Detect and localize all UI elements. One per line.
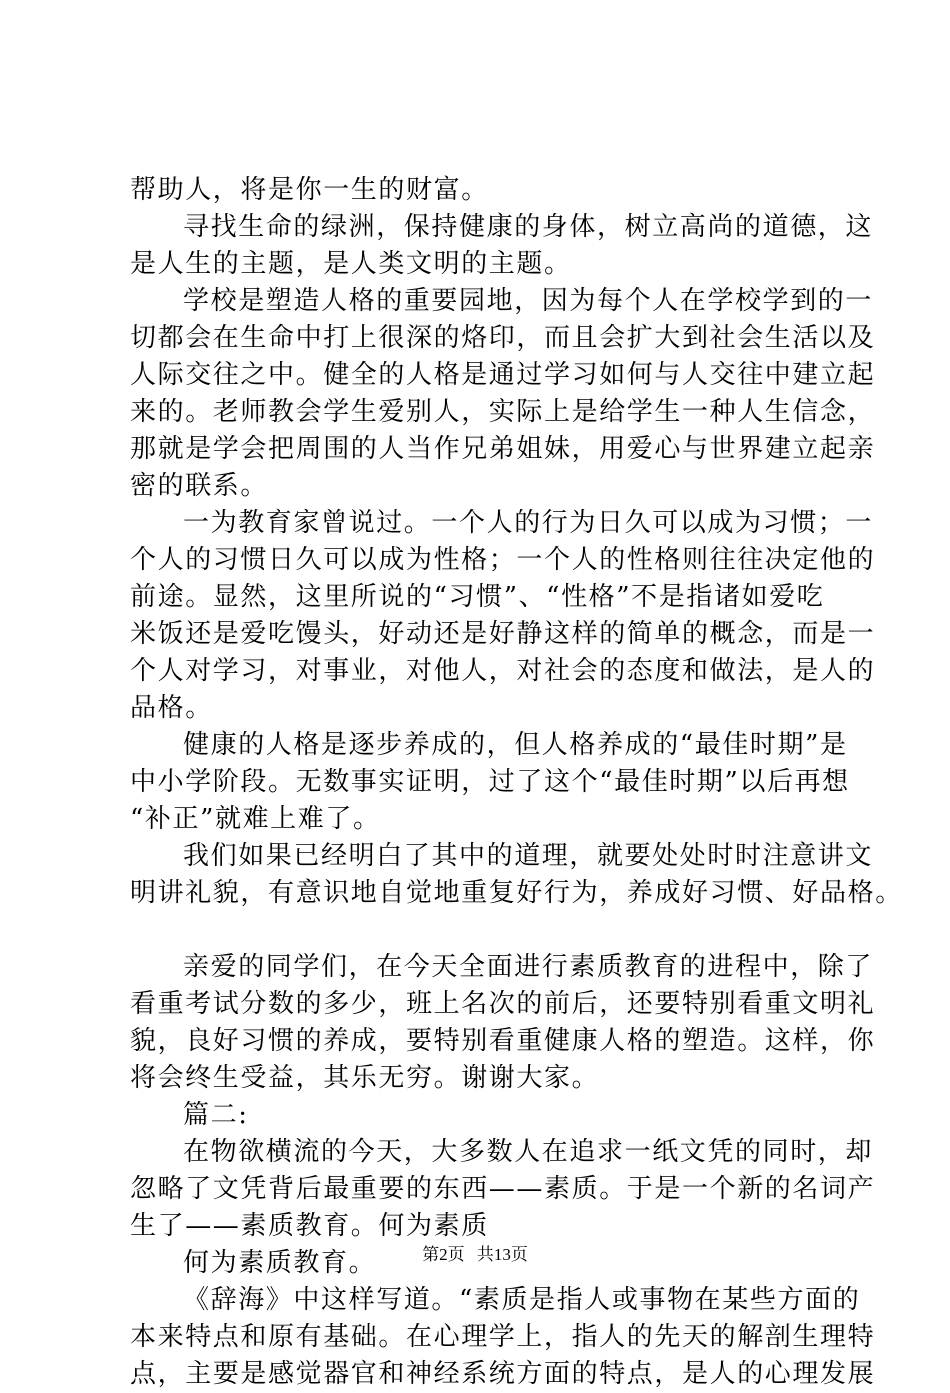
text-line: 中小学阶段。无数事实证明，过了这个“最佳时期”以后再想 xyxy=(130,767,850,797)
text-line: 密的联系。 xyxy=(130,471,269,501)
text-line: 人际交往之中。健全的人格是通过学习如何与人交往中建立起 xyxy=(130,360,876,390)
text-line: 本来特点和原有基础。在心理学上，指人的先天的解剖生理特 xyxy=(130,1322,876,1352)
text-line: 是人生的主题，是人类文明的主题。 xyxy=(130,249,572,279)
text-line: 寻找生命的绿洲，保持健康的身体，树立高尚的道德，这 xyxy=(183,212,874,242)
text-line: 明讲礼貌，有意识地自觉地重复好行为，养成好习惯、好品格。 xyxy=(130,878,903,908)
text-line: 帮助人，将是你一生的财富。 xyxy=(130,175,489,205)
paragraph-gap xyxy=(130,912,830,949)
page-total: 共13页 xyxy=(476,1245,528,1264)
text-line: 个人的习惯日久可以成为性格；一个人的性格则往往决定他的 xyxy=(130,545,876,575)
text-line: 健康的人格是逐步养成的，但人格养成的“最佳时期”是 xyxy=(183,730,848,760)
text-line: 貌，良好习惯的养成，要特别看重健康人格的塑造。这样，你 xyxy=(130,1026,876,1056)
text-line: 来的。老师教会学生爱别人，实际上是给学生一种人生信念， xyxy=(130,397,876,427)
text-line: 前途。显然，这里所说的“习惯”、“性格”不是指诸如爱吃 xyxy=(130,582,825,612)
document-body xyxy=(130,172,903,1393)
text-line: 《辞海》中这样写道。“素质是指人或事物在某些方面的 xyxy=(183,1285,861,1315)
text-line: 一为教育家曾说过。一个人的行为日久可以成为习惯；一 xyxy=(183,508,874,538)
text-line: 个人对学习，对事业，对他人，对社会的态度和做法，是人的 xyxy=(130,656,876,686)
text-line: 在物欲横流的今天，大多数人在追求一纸文凭的同时，却 xyxy=(183,1137,874,1167)
text-line: 米饭还是爱吃馒头，好动还是好静这样的简单的概念，而是一 xyxy=(130,619,876,649)
text-line: 忽略了文凭背后最重要的东西——素质。于是一个新的名词产 xyxy=(130,1174,876,1204)
text-line: 亲爱的同学们，在今天全面进行素质教育的进程中，除了 xyxy=(183,952,874,982)
page-number: 第2页 xyxy=(422,1245,465,1264)
text-line: 品格。 xyxy=(130,693,213,723)
page-footer xyxy=(0,1240,950,1265)
text-line: 学校是塑造人格的重要园地，因为每个人在学校学到的一 xyxy=(183,286,874,316)
text-line: “补正”就难上难了。 xyxy=(130,804,381,834)
section-heading: 篇二: xyxy=(183,1100,249,1130)
text-line: 看重考试分数的多少，班上名次的前后，还要特别看重文明礼 xyxy=(130,989,876,1019)
text-line: 切都会在生命中打上很深的烙印，而且会扩大到社会生活以及 xyxy=(130,323,876,353)
text-line: 点，主要是感觉器官和神经系统方面的特点，是人的心理发展 xyxy=(130,1359,876,1389)
text-line: 我们如果已经明白了其中的道理，就要处处时时注意讲文 xyxy=(183,841,874,871)
text-line: 生了——素质教育。何为素质 xyxy=(130,1211,489,1241)
text-line: 何为素质教育。 xyxy=(183,1248,377,1278)
text-line: 那就是学会把周围的人当作兄弟姐妹，用爱心与世界建立起亲 xyxy=(130,434,876,464)
text-line: 将会终生受益，其乐无穷。谢谢大家。 xyxy=(130,1063,600,1093)
